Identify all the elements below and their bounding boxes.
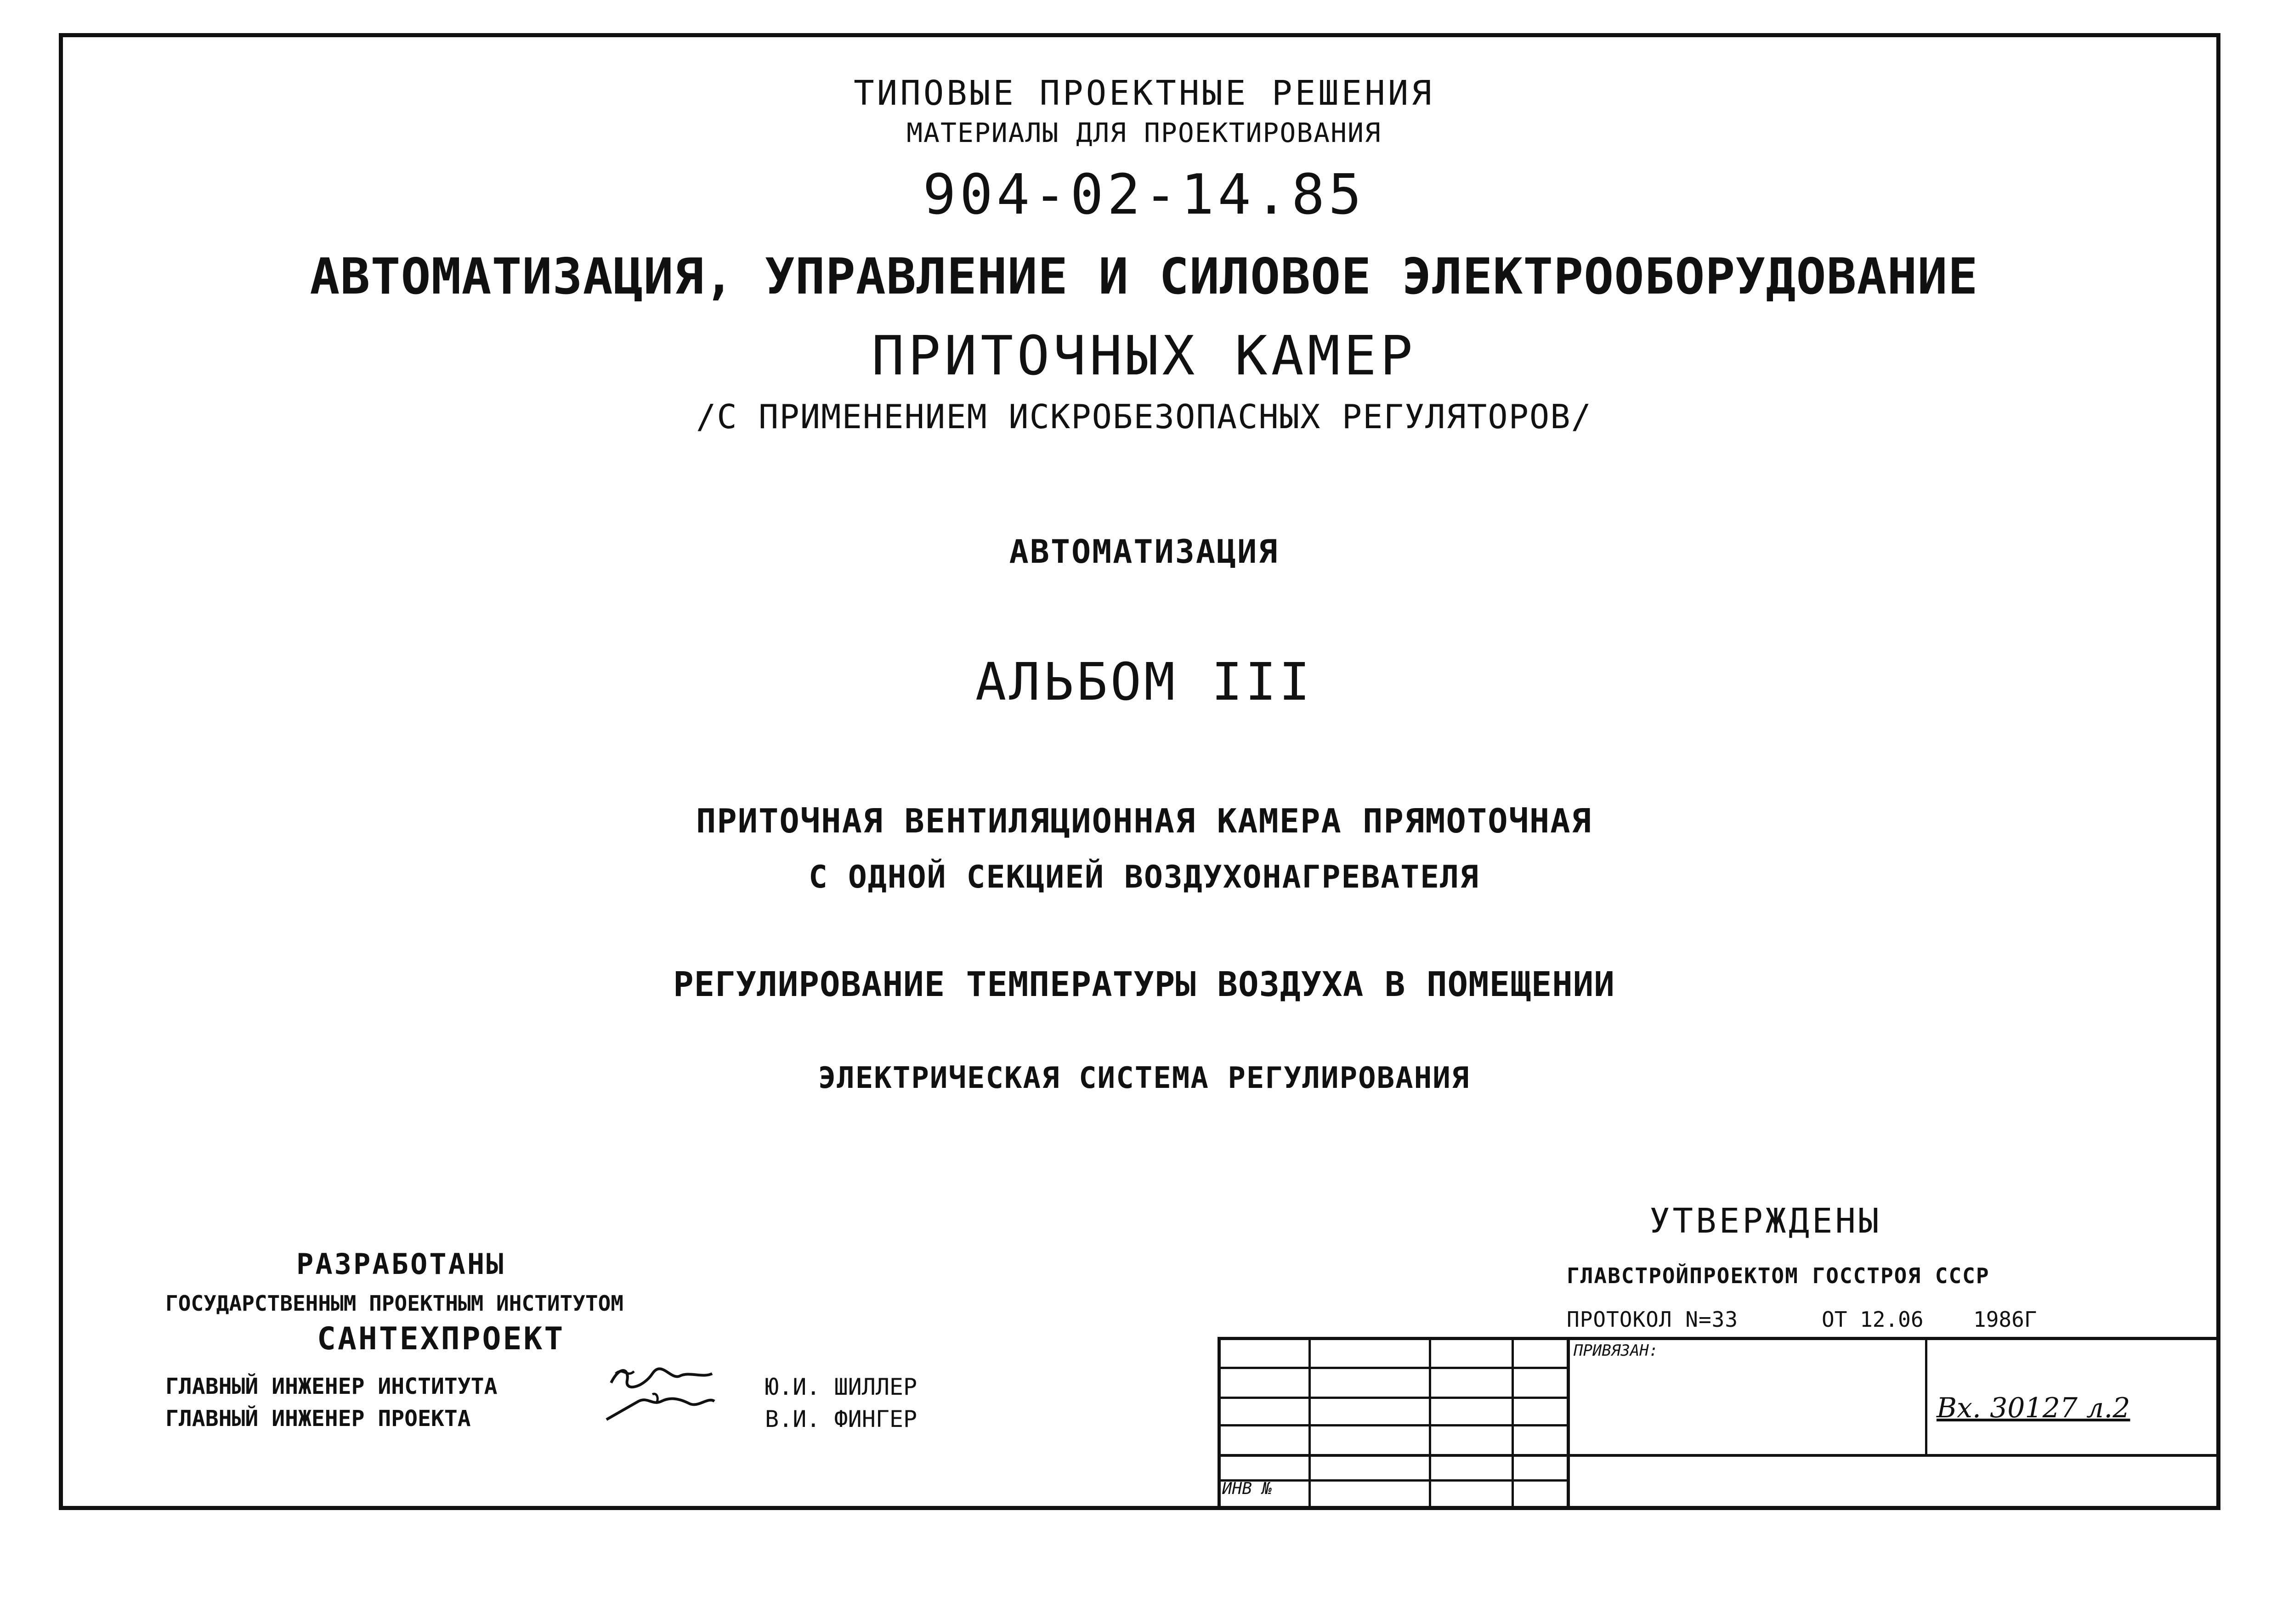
protocol-year: 1986Г: [1973, 1307, 2037, 1332]
handwritten-reference: Вх. 30127 л.2: [1937, 1392, 2130, 1424]
album-title: АЛЬБОМ III: [975, 652, 1313, 712]
chief-engineer-project-name: В.И. ФИНГЕР: [765, 1406, 917, 1432]
description-line3: РЕГУЛИРОВАНИЕ ТЕМПЕРАТУРЫ ВОЗДУХА В ПОМЕЩЕНИИ: [673, 965, 1615, 1004]
developed-label: РАЗРАБОТАНЫ: [296, 1247, 505, 1281]
section-title: АВТОМАТИЗАЦИЯ: [1009, 533, 1279, 571]
series-title: ТИПОВЫЕ ПРОЕКТНЫЕ РЕШЕНИЯ: [854, 74, 1434, 113]
signatures: [602, 1355, 721, 1429]
protocol-number: ПРОТОКОЛ N=33: [1567, 1307, 1739, 1332]
main-title-line2: ПРИТОЧНЫХ КАМЕР: [872, 324, 1416, 387]
approving-org: ГЛАВСТРОЙПРОЕКТОМ ГОССТРОЯ СССР: [1567, 1263, 1990, 1288]
document-code: 904-02-14.85: [923, 163, 1365, 227]
main-subtitle: /С ПРИМЕНЕНИЕМ ИСКРОБЕЗОПАСНЫХ РЕГУЛЯТОРОВ/: [696, 397, 1592, 436]
chief-engineer-project-role: ГЛАВНЫЙ ИНЖЕНЕР ПРОЕКТА: [165, 1406, 471, 1432]
description-line1: ПРИТОЧНАЯ ВЕНТИЛЯЦИОННАЯ КАМЕРА ПРЯМОТОЧНАЯ: [696, 802, 1592, 840]
developer-org-line: ГОСУДАРСТВЕННЫМ ПРОЕКТНЫМ ИНСТИТУТОМ: [165, 1291, 623, 1316]
developer-org-name: САНТЕХПРОЕКТ: [317, 1321, 565, 1357]
approved-label: УТВЕРЖДЕНЫ: [1649, 1201, 1882, 1241]
chief-engineer-institute-name: Ю.И. ШИЛЛЕР: [765, 1374, 917, 1400]
chief-engineer-institute-role: ГЛАВНЫЙ ИНЖЕНЕР ИНСТИТУТА: [165, 1374, 498, 1399]
inventory-label: ИНВ №: [1222, 1479, 1272, 1498]
bound-label: ПРИВЯЗАН:: [1574, 1341, 1659, 1360]
main-title: АВТОМАТИЗАЦИЯ, УПРАВЛЕНИЕ И СИЛОВОЕ ЭЛЕКТРООБОРУДОВАНИЕ: [310, 248, 1978, 306]
protocol-date: ОТ 12.06: [1822, 1307, 1924, 1332]
description-line4: ЭЛЕКТРИЧЕСКАЯ СИСТЕМА РЕГУЛИРОВАНИЯ: [818, 1061, 1470, 1095]
series-subtitle: МАТЕРИАЛЫ ДЛЯ ПРОЕКТИРОВАНИЯ: [906, 117, 1382, 148]
description-line2: С ОДНОЙ СЕКЦИЕЙ ВОЗДУХОНАГРЕВАТЕЛЯ: [809, 859, 1479, 895]
